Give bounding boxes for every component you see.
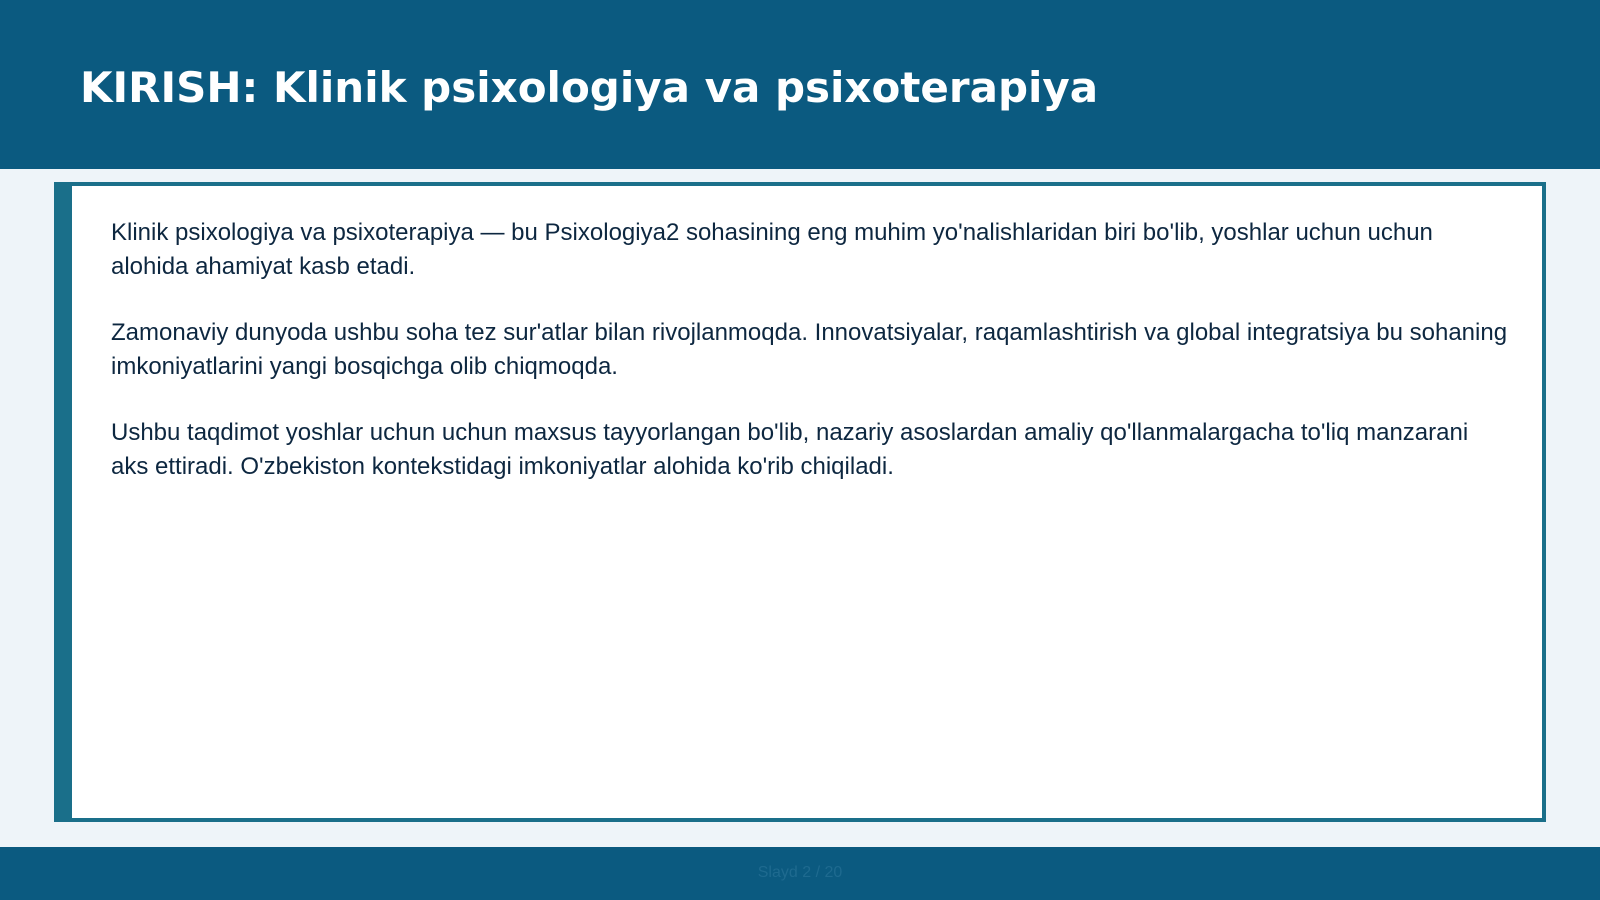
slide-number: Slayd 2 / 20 <box>757 864 843 881</box>
paragraph-intro: Klinik psixologiya va psixoterapiya — bu Psixologiya2 sohasining eng muhim yo'nalishlaridan biri bo'lib, yoshlar uchun uchun alohida ahamiyat kasb etadi. <box>111 219 1433 280</box>
paragraph-presentation-scope: Ushbu taqdimot yoshlar uchun uchun maxsus tayyorlangan bo'lib, nazariy asoslardan amaliy qo'llanmalargacha to'liq manzarani aks ettiradi. O'zbekiston kontekstidagi imkoniyatlar alohida ko'rib chiqiladi. <box>111 419 1469 480</box>
slide-title: KIRISH: Klinik psixologiya va psixoterapiya <box>80 63 1099 112</box>
content-box <box>54 182 1546 822</box>
slide-footer <box>0 847 1600 900</box>
slide-header <box>0 0 1600 169</box>
content-body <box>111 216 1511 516</box>
paragraph-modern-world: Zamonaviy dunyoda ushbu soha tez sur'atlar bilan rivojlanmoqda. Innovatsiyalar, raqamlashtirish va global integratsiya bu sohaning imkoniyatlarini yangi bosqichga olib chiqmoqda. <box>111 319 1508 380</box>
